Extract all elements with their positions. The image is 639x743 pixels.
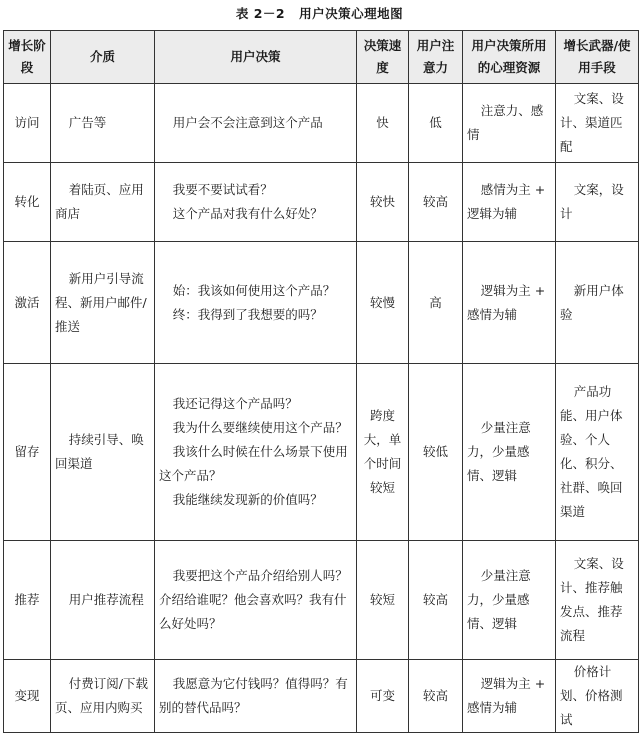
resource-cell: 少量注意力，少量感情、逻辑	[463, 364, 556, 541]
medium-cell: 着陆页、应用商店	[51, 163, 155, 242]
decision-cell	[155, 364, 357, 541]
stage-cell: 变现	[4, 660, 51, 733]
decision-line: 我愿意为它付钱吗？值得吗？有别的替代品吗？	[159, 676, 348, 715]
resource-cell: 注意力、感情	[463, 84, 556, 163]
table-row	[4, 660, 639, 733]
table-caption	[0, 4, 639, 22]
speed-cell: 较慢	[357, 242, 409, 364]
decision-line: 我要把这个产品介绍给别人吗？介绍给谁呢？他会喜欢吗？我有什么好处吗？	[159, 568, 348, 631]
decision-cell	[155, 541, 357, 660]
speed-cell: 较快	[357, 163, 409, 242]
stage-cell: 访问	[4, 84, 51, 163]
decision-line: 我该什么时候在什么场景下使用这个产品？	[159, 444, 348, 483]
attention-cell: 较高	[409, 541, 463, 660]
decision-line: 终：我得到了我想要的吗？	[172, 306, 323, 322]
decision-cell	[155, 163, 357, 242]
resource-cell: 感情为主 + 逻辑为辅	[463, 163, 556, 242]
attention-cell: 较高	[409, 163, 463, 242]
decision-cell	[155, 660, 357, 733]
header-attention: 用户注意力	[409, 31, 463, 84]
header-row	[4, 31, 639, 84]
weapon-cell: 产品功能、用户体验、个人化、积分、社群、唤回渠道	[556, 364, 639, 541]
table-row	[4, 242, 639, 364]
stage-cell: 推荐	[4, 541, 51, 660]
stage-cell: 激活	[4, 242, 51, 364]
decision-line: 我能继续发现新的价值吗？	[172, 492, 323, 507]
decision-cell	[155, 84, 357, 163]
stage-cell: 留存	[4, 364, 51, 541]
header-medium: 介质	[51, 31, 155, 84]
decision-line: 我还记得这个产品吗？	[172, 396, 298, 411]
medium-cell: 新用户引导流程、新用户邮件/推送	[51, 242, 155, 364]
table-row	[4, 84, 639, 163]
attention-cell: 较低	[409, 364, 463, 541]
speed-cell: 跨度大，单个时间较短	[357, 364, 409, 541]
attention-cell: 高	[409, 242, 463, 364]
speed-cell: 可变	[357, 660, 409, 733]
resource-cell: 逻辑为主 + 感情为辅	[463, 660, 556, 733]
weapon-cell: 文案、设计、推荐触发点、推荐流程	[556, 541, 639, 660]
table-row	[4, 364, 639, 541]
weapon-cell: 价格计划、价格测试	[556, 660, 639, 733]
decision-line: 我要不要试试看？	[172, 182, 273, 197]
header-resource: 用户决策所用的心理资源	[463, 31, 556, 84]
weapon-cell: 文案、设计、渠道匹配	[556, 84, 639, 163]
weapon-cell: 文案，设计	[556, 163, 639, 242]
medium-cell: 用户推荐流程	[51, 541, 155, 660]
decision-line: 用户会不会注意到这个产品	[172, 115, 323, 130]
decision-line: 我为什么要继续使用这个产品？	[172, 420, 348, 435]
header-speed: 决策速度	[357, 31, 409, 84]
decision-cell	[155, 242, 357, 364]
attention-cell: 低	[409, 84, 463, 163]
table-number: 表 2－2	[235, 6, 286, 21]
header-weapon: 增长武器/使用手段	[556, 31, 639, 84]
weapon-cell: 新用户体验	[556, 242, 639, 364]
table-title: 用户决策心理地图	[299, 6, 404, 21]
attention-cell: 较高	[409, 660, 463, 733]
decision-line: 始：我该如何使用这个产品？	[172, 282, 336, 298]
stage-cell: 转化	[4, 163, 51, 242]
header-decision: 用户决策	[155, 31, 357, 84]
resource-cell: 少量注意力，少量感情、逻辑	[463, 541, 556, 660]
header-stage: 增长阶段	[4, 31, 51, 84]
speed-cell: 较短	[357, 541, 409, 660]
medium-cell: 广告等	[51, 84, 155, 163]
medium-cell: 持续引导、唤回渠道	[51, 364, 155, 541]
resource-cell: 逻辑为主 + 感情为辅	[463, 242, 556, 364]
decision-line: 这个产品对我有什么好处？	[172, 206, 323, 221]
table-row	[4, 541, 639, 660]
speed-cell: 快	[357, 84, 409, 163]
medium-cell: 付费订阅/下载页、应用内购买	[51, 660, 155, 733]
table-row	[4, 163, 639, 242]
decision-map-table	[3, 30, 639, 733]
